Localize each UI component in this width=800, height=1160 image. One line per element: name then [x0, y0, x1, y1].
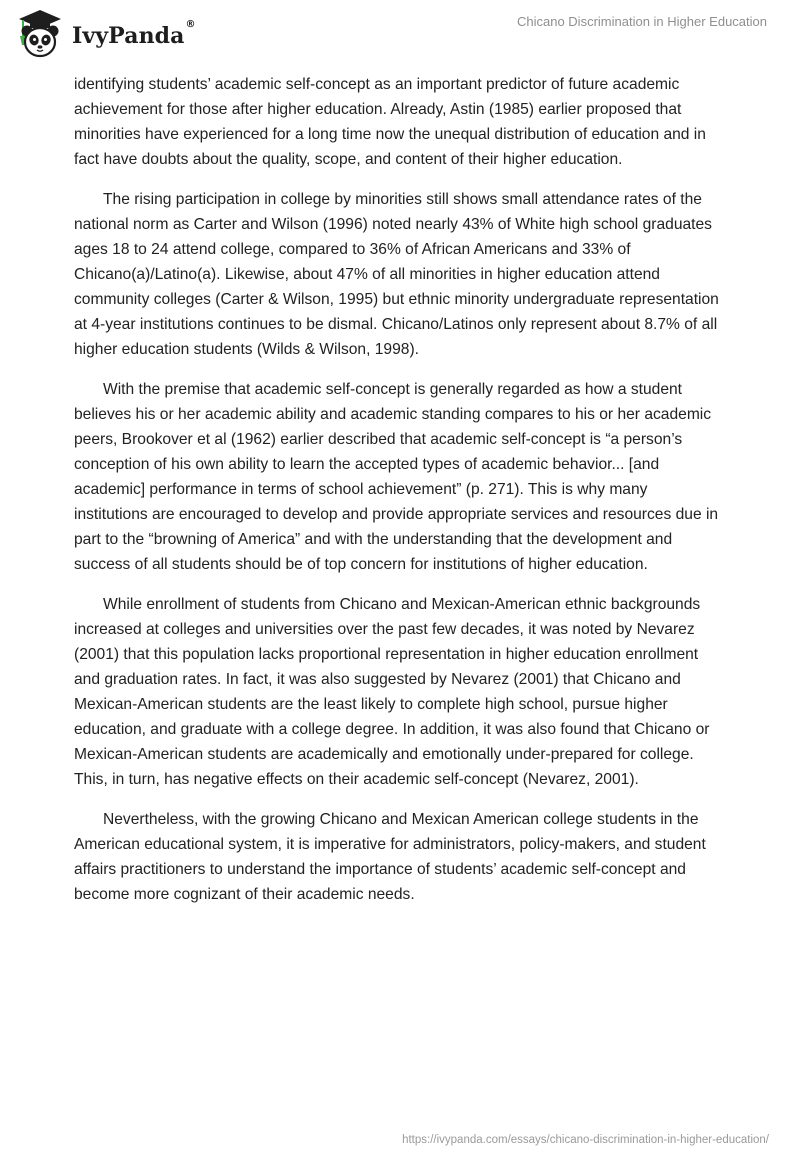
paragraph: With the premise that academic self-concept is generally regarded as how a student believes his or her academic ability and academic standing compares to his or her academic peers, Brookover et al (1962) earlier described that academic self-concept is “a person’s conception of his own ability to learn the accepted types of academic behavior... [and academic] performance in terms of school achievement” (p. 271). This is why many institutions are encouraged to develop and provide appropriate services and resources due in part to the “browning of America” and with the understanding that the development and success of all students should be of top concern for institutions of higher education. [74, 381, 719, 573]
paragraph: identifying students’ academic self-concept as an important predictor of future academic achievement for those after higher education. Already, Astin (1985) earlier proposed that minorities have experienced for a long time now the unequal distribution of education and in fact have doubts about the quality, scope, and content of their higher education. [74, 76, 706, 168]
source-url-link[interactable]: https://ivypanda.com/essays/chicano-discrimination-in-higher-education/ [402, 1134, 769, 1146]
logo-wordmark: IvyPanda [72, 23, 185, 49]
registered-mark: ® [185, 18, 196, 30]
paragraph: While enrollment of students from Chicano and Mexican-American ethnic backgrounds increased at colleges and universities over the past few decades, it was noted by Nevarez (2001) that this population lacks proportional representation in higher education enrollment and graduation rates. In fact, it was also suggested by Nevarez (2001) that Chicano and Mexican-American students are the least likely to complete high school, pursue higher education, and graduate with a college degree. In addition, it was also found that Chicano or Mexican-American students are academically and emotionally under-prepared for college. This, in turn, has negative effects on their academic self-concept (Nevarez, 2001). [74, 596, 710, 788]
paragraph: The rising participation in college by minorities still shows small attendance rates of the national norm as Carter and Wilson (1996) noted nearly 43% of White high school graduates ages 18 to 24 attend college, compared to 36% of African Americans and 33% of Chicano(a)/Latino(a). Likewise, about 47% of all minorities in higher education attend community colleges (Carter & Wilson, 1995) but ethnic minority undergraduate representation at 4-year institutions continues to be dismal. Chicano/Latinos only represent about 8.7% of all higher education students (Wilds & Wilson, 1998). [74, 191, 719, 358]
document-title: Chicano Discrimination in Higher Education [516, 14, 767, 29]
ivypanda-logo[interactable] [14, 8, 196, 60]
panda-graduate-icon [14, 8, 66, 60]
page-header [0, 0, 800, 70]
paragraph: Nevertheless, with the growing Chicano and Mexican American college students in the American educational system, it is imperative for administrators, policy-makers, and student affairs practitioners to understand the importance of students’ academic self-concept and become more cognizant of their academic needs. [74, 811, 706, 903]
essay-body [74, 72, 724, 922]
